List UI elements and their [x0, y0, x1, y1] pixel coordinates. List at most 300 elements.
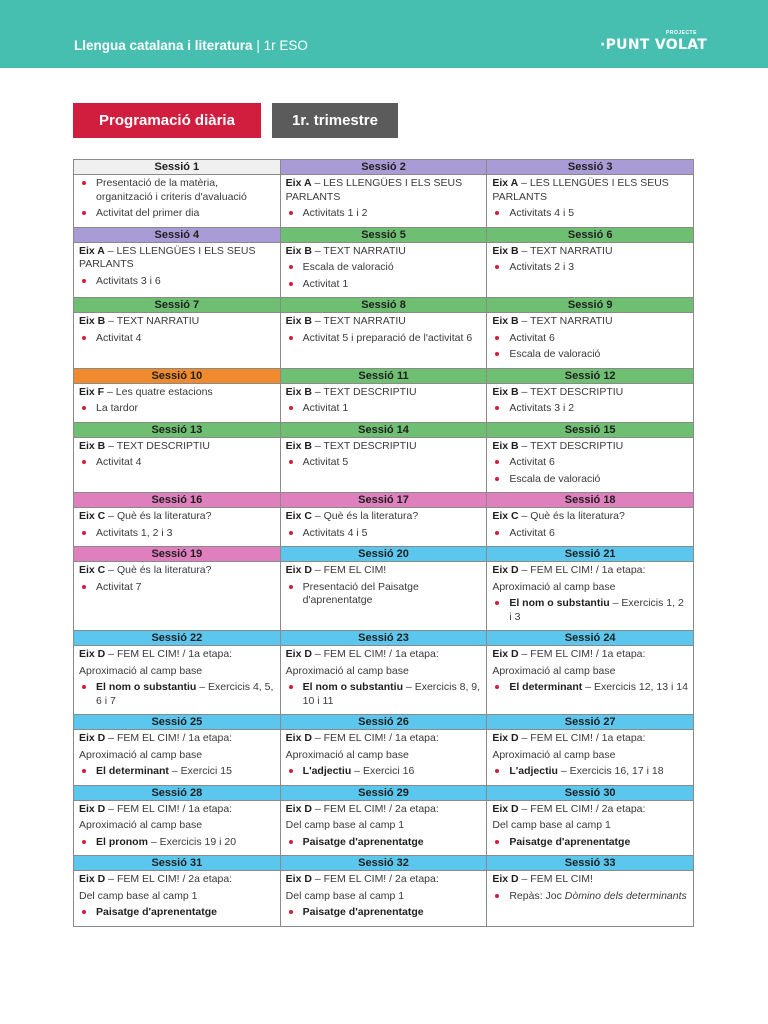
eix-line — [492, 440, 688, 454]
activity-list — [492, 836, 688, 850]
eix-line — [286, 564, 482, 578]
table-row — [74, 855, 693, 926]
activity-list — [492, 402, 688, 416]
eix-label: Eix B — [492, 315, 519, 327]
eix-subline: Del camp base al camp 1 — [285, 889, 405, 902]
activity-topic: El nom o substantiu — [302, 681, 404, 693]
activity-text: Activitats 3 i 6 — [96, 274, 161, 287]
eix-line — [79, 803, 275, 817]
session-content — [487, 438, 693, 493]
header-separator: | — [252, 38, 264, 53]
eix-label: Eix B — [79, 439, 106, 452]
session-title: Sessió 20 — [281, 547, 487, 562]
activity-text: Activitats 3 i 2 — [509, 402, 575, 414]
activity-list — [286, 527, 482, 541]
eix-line — [79, 873, 275, 887]
activity-text: Escala de valoració — [302, 261, 394, 273]
eix-text: – LES LLENGÜES I ELS SEUS PARLANTS — [492, 177, 669, 203]
session-content — [281, 646, 487, 714]
table-row — [74, 714, 693, 785]
activity-text: Activitat 4 — [96, 331, 142, 344]
session-content — [74, 801, 280, 856]
session-cell — [487, 297, 693, 368]
eix-label: Eix D — [79, 873, 106, 885]
list-item — [286, 681, 482, 708]
session-cell — [487, 422, 693, 493]
session-cell — [281, 855, 488, 926]
eix-subline: Aproximació al camp base — [285, 748, 409, 761]
activity-list — [79, 681, 275, 708]
session-title: Sessió 11 — [281, 369, 487, 384]
eix-subline: Aproximació al camp base — [492, 664, 616, 677]
eix-text: – FEM EL CIM! — [311, 564, 387, 576]
list-item — [79, 581, 275, 595]
session-content — [487, 175, 693, 227]
list-item — [79, 456, 275, 470]
list-item — [492, 332, 688, 346]
table-row — [74, 546, 693, 630]
eix-label: Eix C — [285, 510, 312, 522]
session-title: Sessió 1 — [74, 160, 280, 175]
session-content — [487, 384, 693, 422]
eix-text: – FEM EL CIM! / 2a etapa: — [311, 873, 439, 885]
session-cell — [74, 546, 281, 630]
eix-text: – TEXT NARRATIU — [311, 315, 406, 327]
session-content — [74, 871, 280, 926]
list-item — [79, 177, 275, 204]
session-content — [74, 243, 280, 295]
activity-text: La tardor — [96, 402, 139, 414]
eix-text: – FEM EL CIM! / 2a etapa: — [518, 802, 646, 815]
activity-list — [286, 456, 482, 470]
list-item — [492, 597, 688, 624]
eix-line — [286, 245, 482, 259]
session-content — [281, 801, 487, 856]
logo-caption: PROJECTE — [666, 30, 697, 36]
list-item — [286, 402, 482, 416]
activity-topic: Paisatge d'aprenentatge — [96, 906, 217, 918]
session-cell — [74, 368, 281, 422]
session-title: Sessió 8 — [281, 298, 487, 313]
session-cell — [281, 630, 488, 714]
session-content — [74, 175, 280, 227]
table-row — [74, 227, 693, 298]
session-title: Sessió 22 — [74, 631, 280, 646]
table-row — [74, 422, 693, 493]
eix-text: – FEM EL CIM! / 1a etapa: — [105, 648, 233, 660]
punt-volat-logo: ·PUNT VOLAT — [600, 37, 708, 53]
eix-label: Eix D — [285, 564, 312, 576]
table-row — [74, 785, 693, 856]
activity-topic: Paisatge d'aprenentatge — [509, 835, 631, 848]
session-content — [281, 313, 487, 351]
activity-text: Activitat 1 — [302, 277, 349, 290]
page-header — [0, 0, 768, 68]
session-cell — [281, 714, 488, 785]
activity-list — [79, 402, 275, 416]
list-item — [492, 402, 688, 416]
eix-text: – TEXT NARRATIU — [518, 315, 613, 327]
activity-text: Repàs: Joc — [509, 889, 565, 902]
eix-label: Eix F — [79, 385, 105, 398]
session-content — [487, 508, 693, 546]
activity-topic: Paisatge d'aprenentatge — [302, 835, 424, 848]
eix-subline: Aproximació al camp base — [79, 819, 203, 831]
eix-label: Eix D — [492, 564, 519, 576]
activity-text: Activitat 6 — [509, 456, 555, 468]
session-title: Sessió 29 — [281, 786, 487, 801]
list-item — [286, 836, 482, 850]
session-title: Sessió 9 — [487, 298, 693, 313]
list-item — [79, 275, 275, 289]
eix-line — [79, 440, 275, 454]
session-title: Sessió 23 — [281, 631, 487, 646]
activity-text: Activitat 5 i preparació de l'activitat 6 — [302, 331, 473, 344]
session-cell — [74, 422, 281, 493]
activity-text: Activitats 1, 2 i 3 — [96, 526, 173, 539]
eix-label: Eix D — [492, 873, 519, 885]
activity-list — [492, 261, 688, 275]
trimestre-tag: 1r. trimestre — [272, 103, 398, 138]
session-title: Sessió 5 — [281, 228, 487, 243]
table-row — [74, 630, 693, 714]
activity-list — [286, 207, 482, 221]
activity-text: Activitat 1 — [302, 402, 349, 414]
eix-label: Eix B — [492, 244, 519, 257]
session-title: Sessió 4 — [74, 228, 280, 243]
activity-text: Activitat 5 — [302, 456, 349, 468]
activity-text: Activitat 7 — [96, 580, 142, 593]
programacio-tag: Programació diària — [73, 103, 261, 138]
session-content — [281, 175, 487, 227]
eix-text: – FEM EL CIM! / 1a etapa: — [105, 802, 233, 815]
eix-text: – FEM EL CIM! / 1a etapa: — [105, 732, 233, 744]
eix-line — [492, 245, 688, 259]
eix-line — [79, 245, 275, 272]
eix-text: – FEM EL CIM! / 1a etapa: — [518, 732, 646, 744]
activity-list — [492, 207, 688, 221]
eix-line — [79, 386, 275, 400]
eix-line — [79, 315, 275, 329]
session-cell — [487, 492, 693, 546]
activity-topic: El nom o substantiu — [509, 597, 610, 609]
activity-text: – Exercicis 19 i 20 — [147, 835, 237, 848]
eix-line — [492, 564, 688, 578]
eix-label: Eix D — [79, 732, 106, 744]
activity-text: – Exercici 16 — [351, 765, 415, 777]
activity-list — [286, 332, 482, 346]
session-content — [74, 313, 280, 351]
eix-line — [492, 803, 688, 817]
table-row — [74, 160, 693, 227]
eix-label: Eix D — [79, 802, 106, 815]
activity-text: – Exercicis 16, 17 i 18 — [557, 765, 664, 777]
session-cell — [487, 785, 693, 856]
session-cell — [74, 714, 281, 785]
table-row — [74, 297, 693, 368]
session-cell — [281, 368, 488, 422]
list-item — [492, 456, 688, 470]
eix-label: Eix B — [492, 385, 519, 398]
session-title: Sessió 14 — [281, 423, 487, 438]
eix-label: Eix B — [285, 439, 312, 452]
list-item — [492, 681, 688, 695]
session-title: Sessió 28 — [74, 786, 280, 801]
eix-text: – TEXT DESCRIPTIU — [311, 439, 417, 452]
eix-line — [286, 315, 482, 329]
activity-text: Activitats 1 i 2 — [302, 207, 368, 219]
session-title: Sessió 32 — [281, 856, 487, 871]
activity-topic: L'adjectiu — [302, 765, 352, 777]
activity-list — [79, 527, 275, 541]
list-item — [286, 581, 482, 608]
list-item — [79, 402, 275, 416]
session-cell — [281, 546, 488, 630]
eix-text: – LES LLENGÜES I ELS SEUS PARLANTS — [285, 177, 463, 203]
eix-line — [79, 564, 275, 578]
activity-list — [79, 456, 275, 470]
session-title: Sessió 6 — [487, 228, 693, 243]
activity-text: Escala de valoració — [509, 472, 601, 485]
session-content — [487, 562, 693, 630]
session-cell — [487, 630, 693, 714]
activity-list — [286, 581, 482, 608]
eix-label: Eix C — [79, 510, 106, 522]
eix-text: – FEM EL CIM! / 1a etapa: — [518, 648, 646, 660]
list-item — [286, 765, 482, 779]
session-cell — [281, 227, 488, 298]
eix-text: – FEM EL CIM! — [518, 873, 593, 885]
eix-label: Eix D — [492, 802, 519, 815]
session-cell — [487, 368, 693, 422]
list-item — [492, 261, 688, 275]
session-cell — [281, 160, 488, 227]
list-item — [492, 836, 688, 850]
list-item — [492, 527, 688, 541]
list-item — [79, 207, 275, 221]
eix-line — [286, 510, 482, 524]
session-content — [74, 730, 280, 785]
list-item — [286, 261, 482, 275]
list-item — [286, 207, 482, 221]
list-item — [79, 332, 275, 346]
session-cell — [281, 422, 488, 493]
session-title: Sessió 3 — [487, 160, 693, 175]
eix-label: Eix A — [492, 177, 519, 189]
activity-text: Escala de valoració — [509, 348, 601, 360]
session-title: Sessió 18 — [487, 493, 693, 508]
list-item — [286, 906, 482, 920]
list-item — [492, 765, 688, 779]
eix-line — [492, 177, 688, 204]
session-cell — [74, 227, 281, 298]
session-title: Sessió 31 — [74, 856, 280, 871]
session-title: Sessió 33 — [487, 856, 693, 871]
session-content — [281, 871, 487, 926]
course-level: 1r ESO — [263, 38, 308, 53]
eix-line — [286, 177, 482, 204]
activity-list — [492, 332, 688, 362]
eix-text: – TEXT DESCRIPTIU — [105, 439, 210, 452]
session-content — [281, 438, 487, 476]
eix-line — [286, 732, 482, 746]
session-cell — [74, 855, 281, 926]
eix-label: Eix B — [492, 439, 519, 452]
activity-topic: El determinant — [509, 681, 583, 693]
activity-list — [286, 906, 482, 920]
session-content — [74, 646, 280, 714]
session-title: Sessió 16 — [74, 493, 280, 508]
activity-list — [286, 402, 482, 416]
eix-text: – Què és la literatura? — [311, 510, 419, 522]
session-content — [487, 313, 693, 368]
eix-text: – TEXT DESCRIPTIU — [518, 439, 624, 452]
list-item — [286, 332, 482, 346]
activity-text: Presentació de la matèria, organització i criteris d'avaluació — [96, 177, 247, 203]
eix-text: – TEXT NARRATIU — [518, 244, 613, 257]
eix-text: – Què és la literatura? — [518, 510, 625, 522]
session-cell — [487, 855, 693, 926]
activity-topic: El nom o substantiu — [96, 681, 197, 693]
activity-text: Activitat 6 — [509, 526, 555, 539]
session-title: Sessió 15 — [487, 423, 693, 438]
activity-text: Activitat 4 — [96, 456, 142, 468]
session-cell — [74, 785, 281, 856]
activity-list — [286, 261, 482, 291]
list-item — [79, 527, 275, 541]
activity-list — [79, 275, 275, 289]
session-title: Sessió 2 — [281, 160, 487, 175]
list-item — [492, 890, 688, 904]
eix-subline: Aproximació al camp base — [79, 748, 203, 761]
eix-line — [286, 386, 482, 400]
session-cell — [281, 297, 488, 368]
session-content — [281, 243, 487, 298]
activity-text: Activitat 6 — [509, 331, 555, 344]
session-content — [487, 243, 693, 281]
eix-line — [79, 510, 275, 524]
session-cell — [487, 714, 693, 785]
sessions-table — [73, 159, 694, 927]
session-content — [74, 508, 280, 546]
activity-list — [79, 581, 275, 595]
session-content — [487, 801, 693, 856]
activity-list — [286, 681, 482, 708]
eix-label: Eix B — [285, 244, 312, 257]
eix-label: Eix D — [79, 648, 106, 660]
eix-text: – FEM EL CIM! / 1a etapa: — [311, 648, 439, 660]
activity-list — [492, 890, 688, 904]
list-item — [286, 527, 482, 541]
eix-text: – LES LLENGÜES I ELS SEUS PARLANTS — [79, 244, 256, 270]
eix-subline: Aproximació al camp base — [79, 664, 203, 677]
session-title: Sessió 19 — [74, 547, 280, 562]
eix-text: – FEM EL CIM! / 1a etapa: — [311, 732, 439, 744]
eix-label: Eix A — [79, 244, 105, 257]
eix-text: – Les quatre estacions — [104, 385, 213, 398]
eix-text: – Què és la literatura? — [105, 564, 212, 576]
eix-line — [79, 732, 275, 746]
activity-list — [286, 765, 482, 779]
activity-list — [492, 597, 688, 624]
table-row — [74, 492, 693, 546]
session-title: Sessió 27 — [487, 715, 693, 730]
eix-text: – TEXT DESCRIPTIU — [311, 385, 417, 398]
activity-list — [492, 765, 688, 779]
eix-text: – FEM EL CIM! / 1a etapa: — [518, 564, 646, 576]
eix-subline: Del camp base al camp 1 — [79, 889, 198, 902]
eix-label: Eix D — [285, 802, 312, 815]
list-item — [286, 278, 482, 292]
eix-label: Eix B — [285, 385, 312, 398]
eix-line — [79, 648, 275, 662]
list-item — [492, 207, 688, 221]
eix-label: Eix D — [492, 648, 519, 660]
eix-subline: Aproximació al camp base — [492, 580, 616, 593]
eix-text: – TEXT DESCRIPTIU — [518, 385, 624, 398]
activity-topic: El pronom — [96, 835, 148, 848]
activity-text: – Exercicis 4, 5, 6 i 7 — [96, 681, 274, 707]
activity-text: Presentació del Paisatge d'aprenentatge — [302, 580, 419, 606]
activity-text: Activitat del primer dia — [96, 207, 200, 219]
activity-text: Activitats 2 i 3 — [509, 261, 575, 273]
eix-subline: Del camp base al camp 1 — [285, 819, 405, 831]
activity-topic: Paisatge d'aprenentatge — [302, 906, 424, 918]
eix-label: Eix B — [79, 315, 106, 327]
activity-list — [492, 527, 688, 541]
eix-line — [492, 873, 688, 887]
session-title: Sessió 26 — [281, 715, 487, 730]
activity-list — [79, 765, 275, 779]
list-item — [79, 681, 275, 708]
activity-list — [492, 456, 688, 486]
activity-list — [79, 906, 275, 920]
eix-label: Eix C — [492, 510, 519, 522]
session-content — [487, 646, 693, 701]
activity-title: Dòmino dels determinants — [564, 889, 687, 902]
eix-subline: Del camp base al camp 1 — [492, 819, 611, 831]
eix-label: Eix D — [492, 732, 519, 744]
table-row — [74, 368, 693, 422]
session-cell — [487, 160, 693, 227]
eix-subline: Aproximació al camp base — [492, 748, 616, 761]
eix-subline: Aproximació al camp base — [285, 664, 409, 677]
session-title: Sessió 7 — [74, 298, 280, 313]
session-cell — [487, 227, 693, 298]
eix-line — [492, 386, 688, 400]
session-cell — [74, 297, 281, 368]
session-content — [487, 871, 693, 909]
list-item — [492, 473, 688, 487]
session-content — [74, 562, 280, 600]
list-item — [286, 456, 482, 470]
list-item — [79, 765, 275, 779]
session-title: Sessió 13 — [74, 423, 280, 438]
eix-line — [286, 873, 482, 887]
eix-label: Eix C — [79, 564, 106, 576]
activity-text: – Exercicis 1, 2 i 3 — [509, 597, 684, 623]
eix-line — [492, 315, 688, 329]
session-content — [74, 384, 280, 422]
eix-text: – FEM EL CIM! / 2a etapa: — [311, 802, 439, 815]
activity-text: – Exercicis 12, 13 i 14 — [582, 681, 688, 693]
activity-list — [79, 177, 275, 221]
session-content — [74, 438, 280, 476]
subject-name: Llengua catalana i literatura — [74, 38, 253, 53]
session-content — [281, 384, 487, 422]
session-title: Sessió 24 — [487, 631, 693, 646]
activity-text: – Exercicis 8, 9, 10 i 11 — [302, 681, 481, 707]
